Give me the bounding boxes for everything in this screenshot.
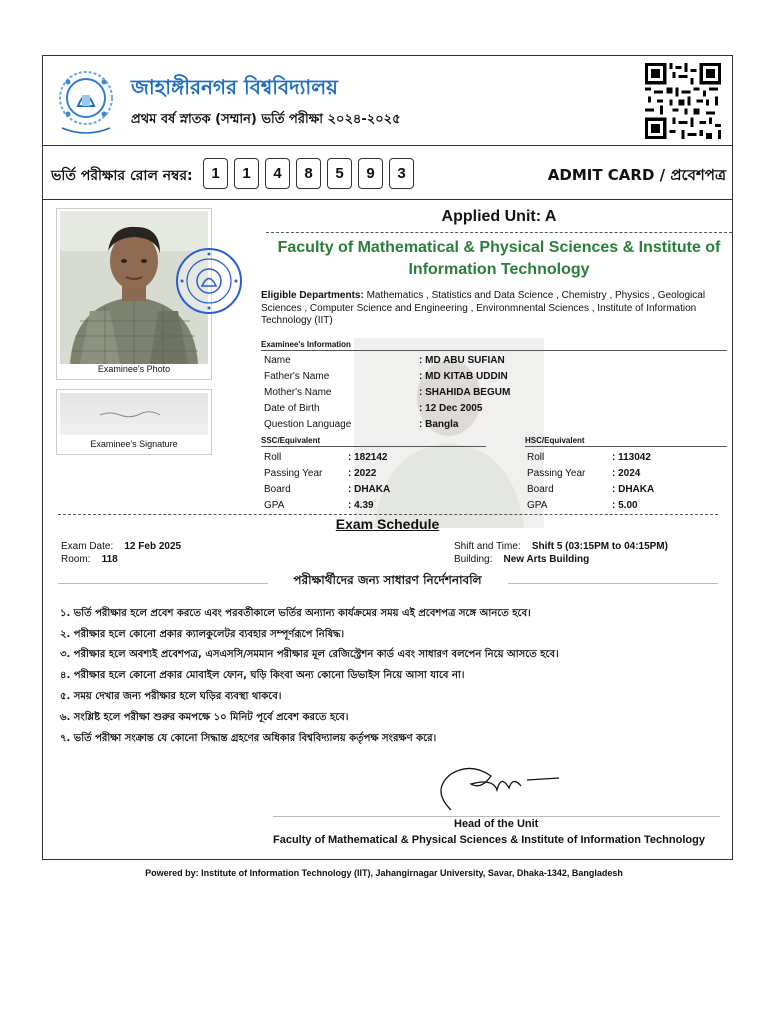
section-divider bbox=[261, 446, 486, 447]
exam-date-label: Exam Date: bbox=[61, 541, 114, 552]
roll-number-digits bbox=[203, 158, 414, 189]
hsc-label-board: Board bbox=[527, 484, 554, 495]
ssc-title: SSC/Equivalent bbox=[261, 436, 321, 445]
divider bbox=[266, 232, 732, 233]
room bbox=[61, 554, 118, 565]
hsc-value-board: : DHAKA bbox=[612, 484, 655, 495]
roll-number-label: ভর্তি পরীক্ষার রোল নম্বর: bbox=[51, 168, 193, 184]
instruction-item: ৪. পরীক্ষার হলে কোনো প্রকার মোবাইল ফোন, ঘড়ি কিংবা অন্য কোনো ডিভাইস নিয়ে আসা যাবে না। bbox=[60, 670, 465, 681]
hsc-value-year: : 2024 bbox=[612, 468, 641, 479]
roll-digit: 8 bbox=[296, 158, 321, 189]
info-label-dob: Date of Birth bbox=[264, 403, 320, 414]
hsc-title: HSC/Equivalent bbox=[525, 436, 585, 445]
info-label-language: Question Language bbox=[264, 419, 352, 430]
info-label-father: Father's Name bbox=[264, 371, 330, 382]
info-value-father: : MD KITAB UDDIN bbox=[419, 371, 508, 382]
university-name: জাহাঙ্গীরনগর বিশ্ববিদ্যালয় bbox=[131, 75, 338, 99]
roll-digit: 4 bbox=[265, 158, 290, 189]
roll-number-bar bbox=[43, 146, 732, 200]
hsc-label-gpa: GPA bbox=[527, 500, 548, 511]
signature-line bbox=[273, 816, 720, 817]
photo-watermark bbox=[354, 338, 544, 528]
authority-signature-icon bbox=[431, 760, 571, 820]
ssc-value-board: : DHAKA bbox=[348, 484, 391, 495]
ssc-value-year: : 2022 bbox=[348, 468, 377, 479]
exam-date bbox=[61, 541, 181, 552]
roll-digit: 3 bbox=[389, 158, 414, 189]
room-label: Room: bbox=[61, 554, 91, 565]
authority-faculty: Faculty of Mathematical & Physical Sciences & Institute of Information Technology bbox=[273, 834, 705, 846]
head-of-unit: Head of the Unit bbox=[454, 818, 539, 830]
signature-caption: Examinee's Signature bbox=[90, 439, 178, 449]
ssc-label-roll: Roll bbox=[264, 452, 282, 463]
section-divider bbox=[261, 350, 727, 351]
exam-title: প্রথম বর্ষ স্নাতক (সম্মান) ভর্তি পরীক্ষা ২০২৪-২০২৫ bbox=[131, 112, 401, 127]
shift-time bbox=[454, 541, 668, 552]
ssc-label-board: Board bbox=[264, 484, 291, 495]
exam-schedule-title: Exam Schedule bbox=[335, 516, 440, 532]
admission-stamp-icon bbox=[174, 246, 244, 316]
roll-digit: 1 bbox=[234, 158, 259, 189]
ssc-label-gpa: GPA bbox=[264, 500, 285, 511]
footer-credit: Powered by: Institute of Information Technology (IIT), Jahangirnagar University, Savar, Dhaka-1342, Bangladesh bbox=[145, 868, 623, 878]
applied-unit: Applied Unit: A bbox=[441, 208, 557, 225]
examinee-info-title: Examinee's Information bbox=[261, 340, 351, 349]
eligible-label: Eligible Departments: bbox=[261, 290, 364, 301]
instruction-item: ২. পরীক্ষার হলে কোনো প্রকার ক্যালকুলেটর ব্যবহার সম্পূর্ণরূপে নিষিদ্ধ। bbox=[60, 629, 345, 640]
exam-date-value: 12 Feb 2025 bbox=[124, 541, 182, 552]
roll-digit: 1 bbox=[203, 158, 228, 189]
shift-value: Shift 5 (03:15PM to 04:15PM) bbox=[531, 541, 668, 552]
info-label-name: Name bbox=[264, 355, 291, 366]
info-label-mother: Mother's Name bbox=[264, 387, 332, 398]
ssc-value-roll: : 182142 bbox=[348, 452, 388, 463]
roll-digit: 5 bbox=[327, 158, 352, 189]
hsc-value-roll: : 113042 bbox=[612, 452, 651, 463]
examinee-signature-box bbox=[56, 389, 212, 455]
instruction-item: ৫. সময় দেখার জন্য পরীক্ষার হলে ঘড়ির ব্যবস্থা থাকবে। bbox=[60, 691, 282, 702]
instruction-item: ৬. সংশ্লিষ্ট হলে পরীক্ষা শুরুর কমপক্ষে ১০ মিনিট পূর্বে প্রবেশ করতে হবে। bbox=[60, 712, 349, 723]
qr-code-icon bbox=[645, 63, 721, 139]
hsc-value-gpa: : 5.00 bbox=[612, 500, 638, 511]
building bbox=[454, 554, 589, 565]
hsc-label-roll: Roll bbox=[527, 452, 545, 463]
section-divider bbox=[525, 446, 727, 447]
info-value-dob: : 12 Dec 2005 bbox=[419, 403, 483, 414]
eligible-departments bbox=[261, 290, 727, 328]
info-value-mother: : SHAHIDA BEGUM bbox=[419, 387, 511, 398]
info-value-language: : Bangla bbox=[419, 419, 459, 430]
eligible-text: Mathematics , Statistics and Data Science , Chemistry , Physics , Geological Sciences , Computer Science and Engineering , Environmnental Sciences , Institute of Information Technology (IIT) bbox=[261, 290, 706, 326]
building-value: New Arts Building bbox=[503, 554, 590, 565]
hsc-label-year: Passing Year bbox=[527, 468, 586, 479]
building-label: Building: bbox=[454, 554, 493, 565]
instruction-item: ৭. ভর্তি পরীক্ষা সংক্রান্ত যে কোনো সিদ্ধান্ত গ্রহণের অধিকার বিশ্ববিদ্যালয় কর্তৃপক্ষ সংরক্ষণ করে। bbox=[60, 733, 437, 744]
divider bbox=[58, 514, 718, 515]
room-value: 118 bbox=[101, 554, 118, 565]
instructions-title: পরীক্ষার্থীদের জন্য সাধারণ নির্দেশনাবলি bbox=[293, 573, 482, 587]
ssc-label-year: Passing Year bbox=[264, 468, 323, 479]
roll-digit: 9 bbox=[358, 158, 383, 189]
shift-label: Shift and Time: bbox=[454, 541, 521, 552]
examinee-signature-image bbox=[60, 393, 208, 435]
admit-card bbox=[42, 55, 733, 860]
card-header bbox=[43, 56, 732, 146]
photo-caption: Examinee's Photo bbox=[97, 364, 171, 374]
info-value-name: : MD ABU SUFIAN bbox=[419, 355, 505, 366]
instruction-item: ৩. পরীক্ষার হলে অবশ্যই প্রবেশপত্র, এসএসসি/সমমান পরীক্ষার মূল রেজিস্ট্রেশন কার্ড এবং সাধারণ বলপেন নিয়ে আসতে হবে। bbox=[60, 649, 559, 660]
university-logo-icon bbox=[56, 68, 116, 136]
instruction-item: ১. ভর্তি পরীক্ষার হলে প্রবেশ করতে এবং পরবর্তীকালে ভর্তির অন্যান্য কার্যক্রমের সময় এই প্রবেশপত্র সঙ্গে আনতে হবে। bbox=[60, 608, 531, 619]
faculty-name: Faculty of Mathematical & Physical Sciences & Institute of Information Technology bbox=[277, 239, 721, 278]
admit-card-label: ADMIT CARD / প্রবেশপত্র bbox=[547, 166, 726, 184]
ssc-value-gpa: : 4.39 bbox=[348, 500, 374, 511]
